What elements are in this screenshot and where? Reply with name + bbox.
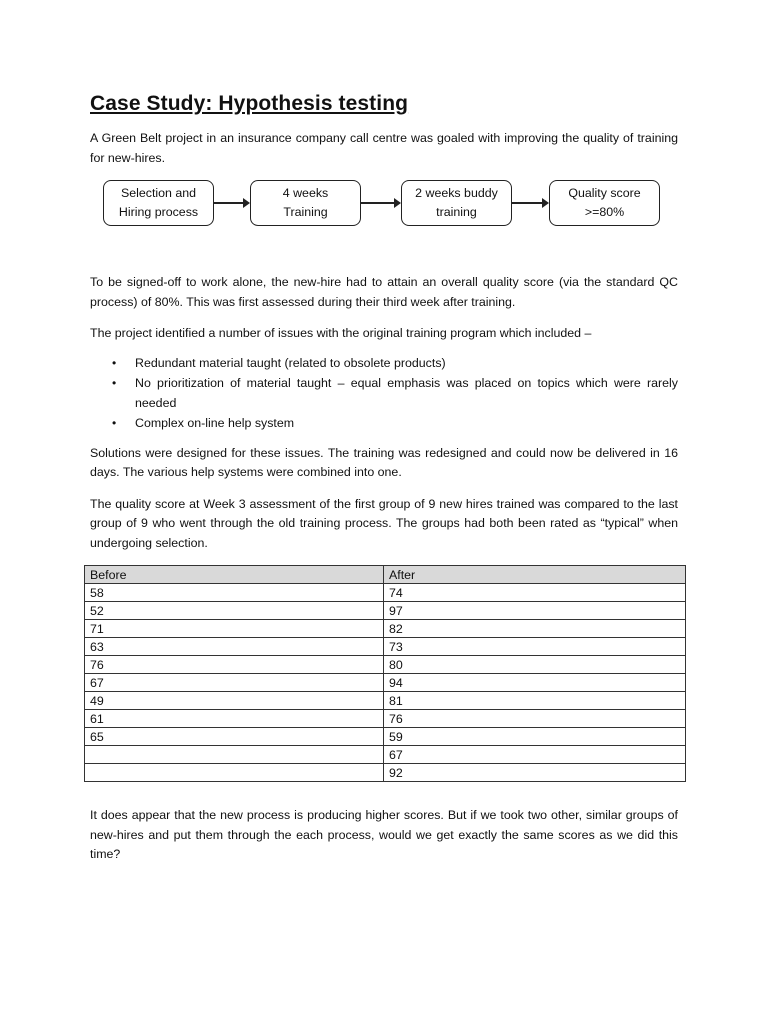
before-cell: 63 bbox=[85, 638, 384, 656]
issues-intro-paragraph: The project identified a number of issues with the original training program which included – bbox=[90, 326, 592, 340]
process-flow-diagram bbox=[90, 180, 678, 238]
before-cell: 71 bbox=[85, 620, 384, 638]
after-cell: 97 bbox=[384, 602, 686, 620]
before-cell: 76 bbox=[85, 656, 384, 674]
after-cell: 81 bbox=[384, 692, 686, 710]
table-row bbox=[85, 710, 686, 728]
before-cell: 65 bbox=[85, 728, 384, 746]
after-cell: 67 bbox=[384, 746, 686, 764]
after-cell: 59 bbox=[384, 728, 686, 746]
after-cell: 74 bbox=[384, 584, 686, 602]
table-header-row bbox=[85, 566, 686, 584]
list-item bbox=[90, 374, 678, 413]
column-header-after: After bbox=[384, 566, 686, 584]
table-row bbox=[85, 638, 686, 656]
flow-arrow bbox=[214, 202, 248, 204]
flow-step-line: 2 weeks buddy bbox=[415, 186, 498, 200]
flow-arrow bbox=[512, 202, 547, 204]
table-row bbox=[85, 656, 686, 674]
scores-table bbox=[84, 565, 686, 782]
bullet-icon: • bbox=[112, 376, 117, 390]
table-row bbox=[85, 728, 686, 746]
page-title: Case Study: Hypothesis testing bbox=[90, 92, 409, 115]
table-row bbox=[85, 746, 686, 764]
table-row bbox=[85, 674, 686, 692]
list-item-text: Complex on-line help system bbox=[135, 416, 295, 430]
signoff-paragraph: To be signed-off to work alone, the new-hire had to attain an overall quality score (via the standard QC process) of 80%. This was first assessed during their third week after training. bbox=[90, 275, 678, 309]
document-page bbox=[90, 92, 678, 865]
before-cell: 52 bbox=[85, 602, 384, 620]
table-row bbox=[85, 764, 686, 782]
flow-step-training bbox=[250, 180, 361, 226]
after-cell: 92 bbox=[384, 764, 686, 782]
flow-step-line: Training bbox=[283, 205, 328, 219]
list-item-text: No prioritization of material taught – equal emphasis was placed on topics which were rarely needed bbox=[135, 376, 678, 410]
flow-step-line: >=80% bbox=[584, 205, 625, 219]
list-item bbox=[90, 354, 678, 374]
list-item-text: Redundant material taught (related to obsolete products) bbox=[135, 355, 446, 370]
flow-step-line: Hiring process bbox=[118, 205, 199, 219]
after-cell: 94 bbox=[384, 674, 686, 692]
solutions-paragraph: Solutions were designed for these issues. The training was redesigned and could now be delivered in 16 days. The various help systems were combined into one. bbox=[90, 445, 678, 479]
flow-step-quality-score bbox=[549, 180, 660, 226]
quality-compare-paragraph: The quality score at Week 3 assessment of the first group of 9 new hires trained was compared to the last group of 9 who went through the old training process. The groups had both been rated as “typical” when undergoing selection. bbox=[90, 496, 678, 550]
flow-arrow bbox=[361, 202, 399, 204]
list-item bbox=[90, 414, 678, 434]
before-cell: 49 bbox=[85, 692, 384, 710]
table-row bbox=[85, 602, 686, 620]
after-cell: 73 bbox=[384, 638, 686, 656]
after-cell: 80 bbox=[384, 656, 686, 674]
after-cell: 82 bbox=[384, 620, 686, 638]
flow-step-line: 4 weeks bbox=[282, 186, 329, 200]
before-cell: 67 bbox=[85, 674, 384, 692]
flow-step-line: Selection and bbox=[120, 186, 197, 200]
table-row bbox=[85, 584, 686, 602]
before-cell bbox=[85, 764, 384, 782]
table-row bbox=[85, 692, 686, 710]
before-cell bbox=[85, 746, 384, 764]
bullet-icon: • bbox=[112, 355, 117, 370]
after-cell: 76 bbox=[384, 710, 686, 728]
flow-step-line: Quality score bbox=[568, 186, 641, 200]
before-cell: 58 bbox=[85, 584, 384, 602]
issues-list bbox=[90, 354, 678, 434]
intro-paragraph: A Green Belt project in an insurance company call centre was goaled with improving the quality of training for new-hires. bbox=[90, 131, 678, 165]
table-row bbox=[85, 620, 686, 638]
bullet-icon: • bbox=[112, 416, 117, 430]
column-header-before: Before bbox=[85, 566, 384, 584]
flow-step-selection bbox=[103, 180, 214, 226]
flow-step-line: training bbox=[436, 205, 477, 219]
final-paragraph: It does appear that the new process is producing higher scores. But if we took two other, similar groups of new-hires and put them through the each process, would we get exactly the same scores as we did this time? bbox=[90, 808, 678, 861]
flow-step-buddy-training bbox=[401, 180, 512, 226]
before-cell: 61 bbox=[85, 710, 384, 728]
